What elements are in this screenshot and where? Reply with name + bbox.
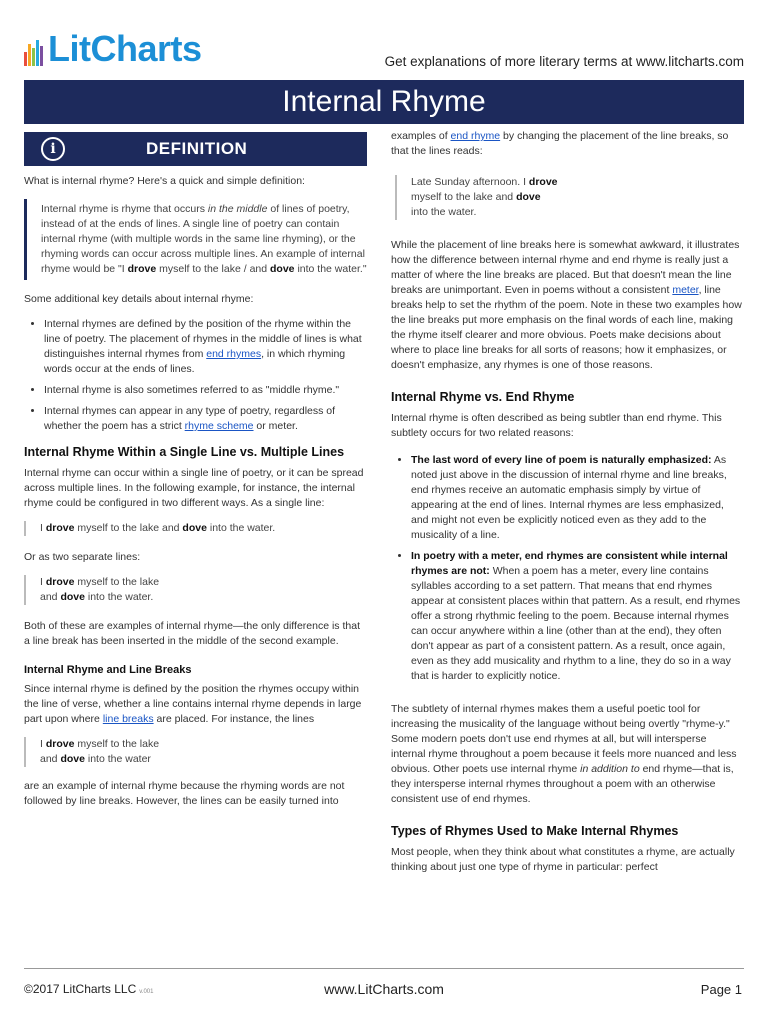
bullet-text: Internal rhymes can appear in any type of poetry, regardless of whether the poem has a strict — [44, 405, 336, 432]
def-text: Internal rhyme is rhyme that occurs — [41, 203, 208, 215]
ex-line — [40, 575, 367, 590]
example-quote-2 — [24, 575, 367, 605]
footer-divider — [24, 968, 744, 969]
def-bold: dove — [270, 263, 295, 275]
footer-site-link[interactable]: www.LitCharts.com — [324, 981, 444, 997]
bullet-text: , in which rhyming words occur at the ends of lines. — [44, 348, 346, 375]
key-details-list — [24, 317, 367, 434]
bullet-text: As noted just above in the discussion of internal rhyme and line breaks, end rhymes receive an automatic emphasis simply by virtue of appearing at the end of lines. Internal rhymes are less emphasized, and might not even be explicitly noticed even as they add to the musicality of a line. — [411, 454, 727, 541]
section-heading-types: Types of Rhymes Used to Make Internal Rhymes — [391, 824, 679, 838]
types-text: Most people, when they think about what constitutes a rhyme, are actually thinking about just one type of rhyme in particular: perfect — [391, 846, 735, 873]
def-emphasis: in the middle — [207, 203, 268, 215]
litcharts-logo[interactable] — [24, 28, 202, 69]
para-text: examples of — [391, 130, 451, 142]
section-heading-single-line: Internal Rhyme Within a Single Line vs. Multiple Lines — [24, 445, 345, 459]
version-text: v.001 — [139, 989, 154, 995]
definition-label: DEFINITION — [146, 139, 248, 158]
bullet-bold: The last word of every line of poem is naturally emphasized: — [411, 454, 712, 466]
ex-text: I — [40, 738, 46, 750]
ex-text: myself to the lake and — [74, 522, 183, 534]
ex-text: and — [40, 753, 61, 765]
bullet-text: When a poem has a meter, every line contains syllables according to a set pattern. That means that end rhymes appear at consistent places within that pattern. As a result, end rhymes offer a strong rhythmic feeling to the poem. Because internal rhymes can occur anywhere within a line (other than at the end), they often don't appear as part of a consistent pattern. As a result, once again, even as they add musicality and rhythm to a line, they do so in a way that is harder to explicitly notice. — [411, 565, 741, 682]
rhyme-scheme-link[interactable]: rhyme scheme — [184, 420, 254, 432]
meter-link[interactable]: meter — [672, 284, 699, 296]
bullet-text: Internal rhyme is also sometimes referred to as "middle rhyme." — [44, 384, 340, 396]
end-rhymes-link[interactable]: end rhymes — [206, 348, 262, 360]
definition-header — [24, 132, 367, 166]
ex-line — [40, 737, 367, 752]
ex-bold: dove — [516, 191, 541, 203]
para-emphasis: in addition to — [580, 763, 640, 775]
section-heading-vs: Internal Rhyme vs. End Rhyme — [391, 390, 575, 404]
are-example-text: are an example of internal rhyme because the rhyming words are not followed by line breaks. However, the lines can be easily turned into — [24, 780, 345, 807]
def-text: of lines of poetry, instead of at the ends of lines. A single line of poetry can contain internal rhyme (with multiple words in the same line rhyming), or the rhyming words can occur across multiple lines. An example of internal rhyme would be "I — [41, 203, 365, 275]
def-text: into the water." — [294, 263, 367, 275]
footer-page-number: Page 1 — [700, 982, 742, 997]
key-details-text: Some additional key details about internal rhyme: — [24, 293, 254, 305]
logo-text: LitCharts — [48, 28, 202, 69]
example-quote-4 — [395, 175, 743, 220]
ex-text: I — [40, 576, 46, 588]
list-item — [44, 383, 367, 398]
para-text: , line breaks help to set the rhythm of the poem. Note in these two examples how the line breaks put more emphasis on the final words of each line, making the rhyme itself clearer and more obvious. Poets make decisions about where to place line breaks for all sorts of reasons; how it emphasizes, or doesn't emphasize, any rhymes is one of those reasons. — [391, 284, 742, 371]
copyright-text: ©2017 LitCharts LLC — [24, 982, 137, 996]
while-text — [391, 238, 743, 373]
ex-bold: drove — [45, 522, 75, 534]
logo-bars-icon — [24, 36, 44, 66]
para-text: are placed. For instance, the lines — [153, 713, 315, 725]
ex-text: myself to the lake — [74, 576, 160, 588]
reasons-list — [391, 453, 743, 684]
page-header — [24, 28, 744, 74]
example-quote-3 — [24, 737, 367, 767]
ex-line — [40, 590, 367, 605]
single-line-text: Internal rhyme can occur within a single line of poetry, or it can be spread across multiple lines. In the following example, for instance, the internal rhyme could be configured in two different ways. As a single line: — [24, 467, 364, 509]
or-two-text: Or as two separate lines: — [24, 551, 141, 563]
left-column — [24, 174, 367, 819]
ex-text: into the water. — [206, 522, 276, 534]
ex-text: into the water. — [84, 591, 154, 603]
subtlety-text — [391, 702, 743, 807]
para-text: While the placement of line breaks here is somewhat awkward, it illustrates how the difference between internal rhyme and end rhyme is really just a matter of where the line breaks are placed. But that doesn't mean the line breaks are unimportant. Even in poems without a consistent — [391, 239, 740, 296]
para-text: end rhyme—that is, they intersperse internal rhymes throughout a poem with an otherwise consistent use of end rhymes. — [391, 763, 734, 805]
bullet-text: Internal rhymes are defined by the position of the rhyme within the line of poetry. The placement of rhymes in the middle of lines is what distinguishes internal rhymes from — [44, 318, 362, 360]
ex-bold: dove — [60, 753, 85, 765]
vs-text: Internal rhyme is often described as being subtler than end rhyme. This subtlety occurs for two related reasons: — [391, 412, 722, 439]
ex-bold: dove — [60, 591, 85, 603]
continued-text — [391, 129, 743, 159]
para-text: by changing the placement of the line breaks, so that the lines reads: — [391, 130, 729, 157]
para-text: Since internal rhyme is defined by the position the rhymes occupy within the line of verse, whether a line contains internal rhyme depends in large part upon where — [24, 683, 362, 725]
ex-bold: dove — [182, 522, 207, 534]
ex-line — [411, 175, 743, 190]
para-text: The subtlety of internal rhymes makes them a useful poetic tool for increasing the musicality of the language without being overtly "rhyme-y." Some modern poets don't use end rhymes at all, but will intersperse internal rhyme throughout a poem because it feels more nuanced and less obvious. Other poets use internal rhyme — [391, 703, 737, 775]
ex-text: myself to the lake — [74, 738, 160, 750]
end-rhyme-link[interactable]: end rhyme — [450, 130, 501, 142]
ex-text: into the water — [84, 753, 151, 765]
ex-line — [40, 752, 367, 767]
ex-bold: drove — [45, 576, 75, 588]
header-tagline: Get explanations of more literary terms at www.litcharts.com — [384, 54, 744, 69]
right-column — [391, 129, 743, 885]
list-item — [44, 317, 367, 377]
example-quote-1 — [24, 521, 367, 536]
def-bold: drove — [127, 263, 157, 275]
line-breaks-text — [24, 682, 367, 727]
ex-line: into the water. — [411, 206, 477, 218]
ex-bold: drove — [45, 738, 75, 750]
list-item — [44, 404, 367, 434]
info-icon: i — [41, 137, 65, 161]
list-item — [411, 549, 743, 684]
def-text: myself to the lake / and — [156, 263, 271, 275]
line-breaks-link[interactable]: line breaks — [102, 713, 154, 725]
ex-text: Late Sunday afternoon. I — [411, 176, 529, 188]
ex-text: myself to the lake and — [411, 191, 517, 203]
ex-line — [411, 190, 743, 205]
ex-text: I — [40, 522, 46, 534]
bullet-text: or meter. — [253, 420, 298, 432]
bullet-bold: In poetry with a meter, end rhymes are consistent while internal rhymes are not: — [411, 550, 728, 577]
ex-text: and — [40, 591, 61, 603]
intro-text: What is internal rhyme? Here's a quick and simple definition: — [24, 175, 305, 187]
page-title: Internal Rhyme — [24, 80, 744, 124]
list-item — [411, 453, 743, 543]
ex-bold: drove — [528, 176, 558, 188]
definition-quote — [24, 199, 367, 280]
both-text: Both of these are examples of internal rhyme—the only difference is that a line break has been inserted in the middle of the second example. — [24, 620, 360, 647]
section-heading-line-breaks: Internal Rhyme and Line Breaks — [24, 664, 192, 676]
